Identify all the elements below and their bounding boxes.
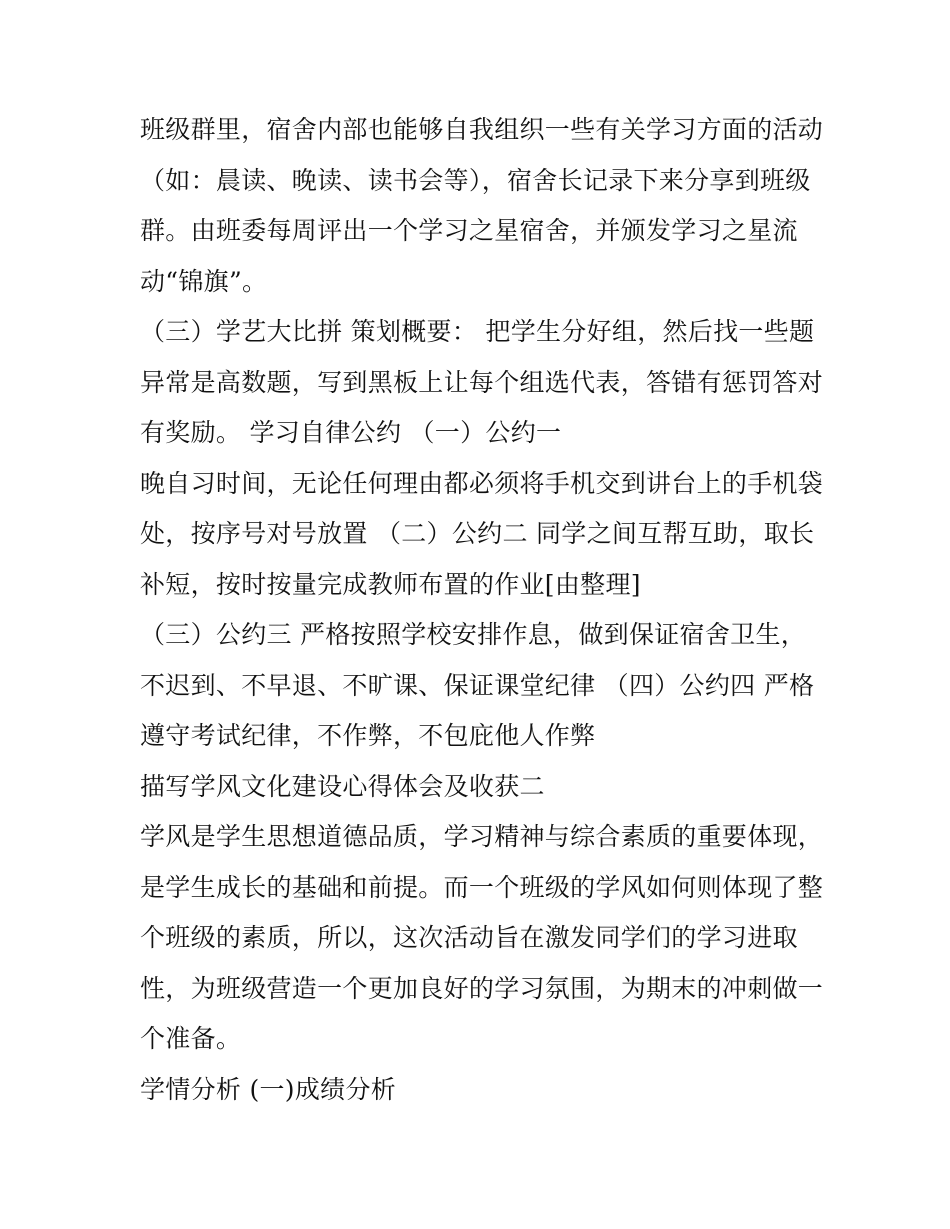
text-line: 补短，按时按量完成教师布置的作业[由整理] [140, 570, 641, 599]
text-line: 处，按序号对号放置 （二）公约二 同学之间互帮互助，取长 [140, 519, 815, 548]
text-line: 个班级的素质，所以，这次活动旨在激发同学们的学习进取 [140, 923, 798, 952]
text-line: 动“锦旗”。 [140, 267, 268, 296]
text-line: （三）公约三 严格按照学校安排作息，做到保证宿舍卫生， [140, 620, 807, 649]
text-line: （如：晨读、晚读、读书会等），宿舍长记录下来分享到班级 [140, 166, 811, 195]
text-line: 遵守考试纪律，不作弊，不包庇他人作弊 [140, 721, 596, 750]
text-line: 性，为班级营造一个更加良好的学习氛围，为期末的冲刺做一 [140, 974, 824, 1003]
section-heading: 学情分析 (一)成绩分析 [140, 1075, 397, 1104]
text-line: 学风是学生思想道德品质，学习精神与综合素质的重要体现， [140, 822, 824, 851]
text-line: （三）学艺大比拼 策划概要： 把学生分好组，然后找一些题 [140, 317, 815, 346]
text-line: 异常是高数题，写到黑板上让每个组选代表，答错有惩罚答对 [140, 368, 824, 397]
text-line: 群。由班委每周评出一个学习之星宿舍，并颁发学习之星流 [140, 216, 798, 245]
text-line: 个准备。 [140, 1024, 242, 1053]
text-line: 不迟到、不早退、不旷课、保证课堂纪律 （四）公约四 严格 [140, 671, 815, 700]
text-line: 晚自习时间，无论任何理由都必须将手机交到讲台上的手机袋 [140, 469, 824, 498]
text-line: 有奖励。 学习自律公约 （一）公约一 [140, 418, 562, 447]
text-line: 班级群里，宿舍内部也能够自我组织一些有关学习方面的活动 [140, 115, 824, 144]
section-heading: 描写学风文化建设心得体会及收获二 [140, 772, 545, 801]
text-line: 是学生成长的基础和前提。而一个班级的学风如何则体现了整 [140, 873, 824, 902]
